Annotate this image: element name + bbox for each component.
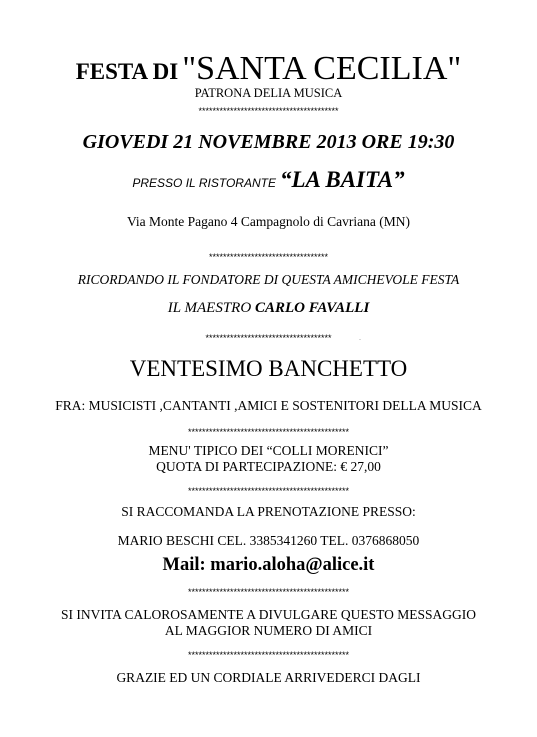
separator: **********************************************: [187, 486, 350, 496]
separator: **********************************************: [187, 587, 350, 597]
maestro-line: [0, 300, 537, 317]
invite-line-1: SI INVITA CALOROSAMENTE A DIVULGARE QUESTO MESSAGGIO: [61, 607, 476, 622]
closing-line: GRAZIE ED UN CORDIALE ARRIVEDERCI DAGLI: [116, 670, 421, 685]
contact-line: MARIO BESCHI CEL. 3385341260 TEL. 0376868050: [117, 533, 420, 548]
separator: **********************************: [208, 252, 329, 262]
date-line: GIOVEDI 21 NOVEMBRE 2013 ORE 19:30: [82, 131, 455, 153]
title-prefix: FESTA DI: [75, 59, 179, 84]
separator: ************************************: [205, 333, 332, 343]
venue-label: PRESSO IL RISTORANTE: [132, 176, 276, 190]
separator: **********************************************: [187, 650, 350, 660]
fee-line: QUOTA DI PARTECIPAZIONE: € 27,00: [156, 459, 381, 474]
booking-line: SI RACCOMANDA LA PRENOTAZIONE PRESSO:: [121, 504, 416, 519]
remembrance-line: RICORDANDO IL FONDATORE DI QUESTA AMICHEVOLE FESTA: [77, 272, 460, 287]
maestro-label: IL MAESTRO: [167, 300, 252, 316]
mail-line: Mail: mario.aloha@alice.it: [162, 555, 375, 575]
subtitle: PATRONA DELIA MUSICA: [194, 86, 343, 100]
title-main: "SANTA CECILIA": [182, 50, 462, 87]
poster-title: [0, 50, 537, 88]
venue-line: [0, 167, 537, 193]
stray-mark: .: [359, 333, 361, 342]
event-name: VENTESIMO BANCHETTO: [129, 356, 408, 381]
attendees-line: FRA: MUSICISTI ,CANTANTI ,AMICI E SOSTENITORI DELLA MUSICA: [55, 398, 482, 413]
maestro-name: CARLO FAVALLI: [254, 300, 370, 316]
venue-name: “LA BAITA”: [279, 167, 405, 192]
menu-line: MENU' TIPICO DEI “COLLI MORENICI”: [148, 443, 389, 458]
separator: ****************************************: [198, 106, 339, 116]
address: Via Monte Pagano 4 Campagnolo di Cavriana (MN): [126, 214, 410, 229]
invite-line-2: AL MAGGIOR NUMERO DI AMICI: [164, 623, 373, 638]
separator: **********************************************: [187, 427, 350, 437]
